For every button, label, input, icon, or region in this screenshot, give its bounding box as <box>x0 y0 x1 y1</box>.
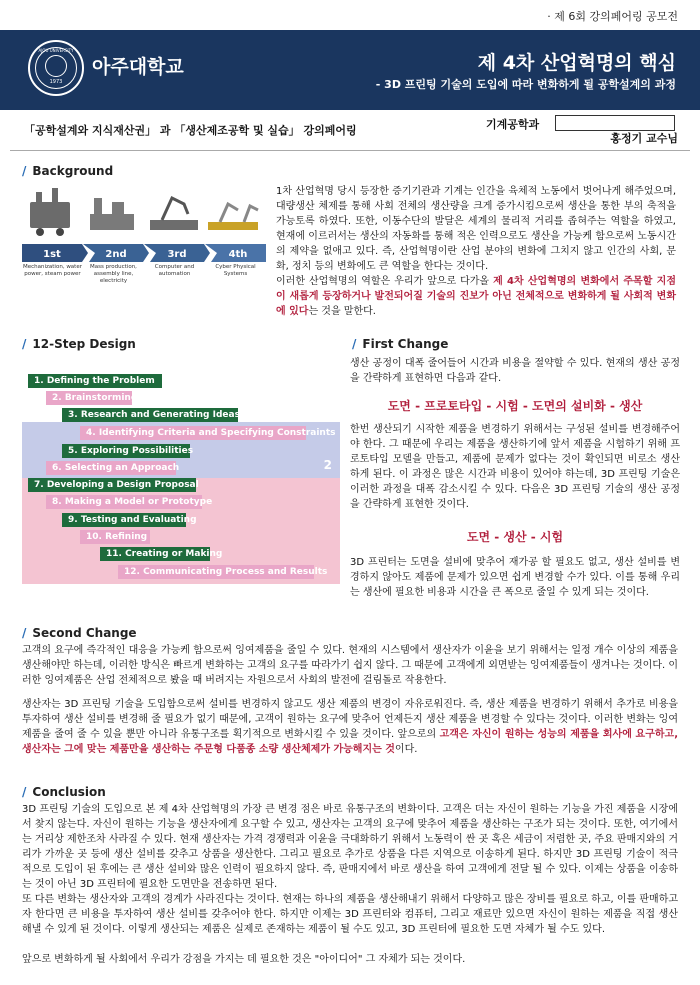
first-change-paragraph-1: 한번 생산되기 시작한 제품을 변경하기 위해서는 구성된 설비를 변경해주어야 한다. 그 때문에 우리는 제품을 생산하기에 앞서 제품을 시험하기 위해 프로토타입 모델을 만들고, 제품에 문제가 없다는 것이 확인되면 비로소 생산하게 된다. 이 과정은 많은 시간과 비용이 있어야 하는데, 3D 프린팅 기술은 이러한 과정을 대폭 감소시킬 수 있다. 다음은 3D 프린팅 기술의 생산 공정을 간략하게 표현한 것이다. <box>350 424 680 510</box>
stage-4-label: 4th <box>228 249 248 260</box>
stage-1-desc: Mechanization, water power, steam power <box>23 264 82 277</box>
university-seal-icon <box>28 40 84 96</box>
section-title-first-change: / First Change <box>352 337 449 351</box>
stage-4-desc: Cyber Physical Systems <box>215 264 256 277</box>
stage-2-desc: Mass production, assembly line, electricity <box>90 264 137 284</box>
step-9: 9. Testing and Evaluating <box>62 513 186 527</box>
contest-label: · 제 6회 강의페어링 공모전 <box>547 10 678 23</box>
slash-icon: / <box>22 626 27 640</box>
step-7: 7. Developing a Design Proposal <box>28 478 196 492</box>
second-change-text-a: 생산자는 3D 프린팅 기술을 도입함으로써 설비를 변경하지 않고도 생산 제품의 변경이 자유로워진다. 즉, 생산 제품을 변경하기 위해서 추가로 비용을 투자하여 생산 설비를 변경해 줄 필요가 없기 때문에, 고객이 원하는 요구에 맞추어 언제든지 생산 제품을 변경할 수 있다는 것이다. 이러한 변화는 잉여제품을 줄여 줄 수 있을 뿐만 아니라 유통구조를 획기적으로 변화시킬 수 있을 것이다. 앞으로의 <box>22 699 678 740</box>
university-name: 아주대학교 <box>92 56 184 78</box>
redacted-name-box <box>555 115 675 131</box>
seal-year: 1973 <box>49 79 63 85</box>
second-change-text-c: 이다. <box>394 744 418 755</box>
industrial-revolution-illustration <box>22 184 266 302</box>
section-title-background: / Background <box>22 164 114 178</box>
phase-band-1-label: 2 <box>323 458 332 472</box>
slash-icon: / <box>352 337 357 351</box>
background-text-a: 1차 산업혁명 당시 등장한 증기기관과 기계는 인간을 육체적 노동에서 벗어나게 해주었으며, 대량생산 체제를 통해 사회 전체의 생산량을 크게 증가시킴으로써 생산을 통한 부의 축적을 가능토록 하였다. 또한, 이동수단의 발달은 세계의 물리적 거리를 좁혀주는 역할을 하였고, 현재에 이르러서는 생산의 자동화를 통해 적은 인력으로도 생산을 가능케 함으로써 노동시간의 제약을 없애고 있다. 즉, 산업혁명이란 산업 분야의 변화에 그치지 않고 인간의 사회, 문화, 정치 등의 변화에도 큰 역할을 한다는 것이다. <box>276 186 676 272</box>
background-text-b: 이러한 산업혁명의 역할은 우리가 앞으로 다가올 <box>276 276 494 287</box>
step-3: 3. Research and Generating Ideas <box>62 408 238 422</box>
twelve-step-diagram <box>22 362 340 584</box>
step-12: 12. Communicating Process and Results <box>118 565 314 579</box>
background-text <box>276 184 676 319</box>
seal-text: AJOU UNIVERSITY <box>38 48 74 53</box>
background-highlight: 제 4차 산업혁명의 변화에서 주목할 지점이 새롭게 등장하거나 발전되어질 기술의 진보가 아닌 전체적으로 변화하게 될 사회적 변화에 있다 <box>276 276 676 317</box>
section-title-second-change: / Second Change <box>22 626 137 640</box>
first-change-paragraph-2: 3D 프린터는 도면을 설비에 맞추어 재가공 할 필요도 없고, 생산 설비를 변경하지 않아도 제품에 문제가 있으면 쉽게 변경할 수가 있다. 이를 통해 우리는 생산에 필요한 비용과 시간을 큰 폭으로 줄일 수 있게 되는 것이다. <box>350 557 680 598</box>
first-change-intro: 생산 공정이 대폭 줄어들어 시간과 비용을 절약할 수 있다. 현재의 생산 공정을 간략하게 표현하면 다음과 같다. <box>350 358 680 384</box>
step-1: 1. Defining the Problem <box>28 374 162 388</box>
header-banner <box>0 30 700 110</box>
slash-icon: / <box>22 164 27 178</box>
header-divider <box>10 150 690 151</box>
department-label: 기계공학과 <box>486 118 540 131</box>
second-change-paragraph-1: 고객의 요구에 즉각적인 대응을 가능케 함으로써 잉여제품을 줄일 수 있다. 현재의 시스템에서 생산자가 이윤을 보기 위해서는 일정 개수 이상의 제품을 생산해야만 하는데, 이러한 방식은 빠르게 변화하는 고객의 요구를 따라가기 쉽지 않다. 그 때문에 고객에게 외면받는 잉여제품들이 생겨나는 것이다. 이러한 잉여제품은 산업 전체적으로 봤을 때 버려지는 자원으로서 사회의 발전에 걸림돌로 작용한다. <box>22 645 679 686</box>
professor-label: 홍정기 교수님 <box>610 132 678 145</box>
step-4: 4. Identifying Criteria and Specifying Constraints <box>80 426 306 440</box>
top-line <box>0 0 700 30</box>
stage-1-label: 1st <box>43 249 61 260</box>
stage-2-label: 2nd <box>105 249 127 260</box>
stage-3-label: 3rd <box>167 249 187 260</box>
conclusion-paragraph-1: 3D 프린팅 기술의 도입으로 본 제 4차 산업혁명의 가장 큰 변경 점은 바로 유통구조의 변화이다. 고객은 더는 자신이 원하는 기능을 가진 제품을 시장에서 찾지 않는다. 자신이 원하는 기능을 생산자에게 요구할 수 있고, 생산자는 고객의 요구에 맞추어 제품을 생산하는 구조가 되는 것이다. 또한, 여기에서는 거리상 제한조차 사라질 수 있다. 현재 생산자는 가격 경쟁력과 이윤을 극대화하기 위해서 노동력이 싼 곳 혹은 세금이 저렴한 곳, 주요 판매지와의 거리가 가까운 곳 등에 생산 설비를 갖추고 상품을 생산한다. 그리고 필요로 추가로 상품을 다른 지역으로 이송하게 된다. 하지만 3D 프린팅 기술이 적극적으로 도입이 된 후에는 큰 생산 설비와 많은 인력이 필요하지 않다. 즉, 판매지에서 바로 생산을 하여 고객에게 전달 될 수 있다. 이제는 상품을 이송하는 것이 아닌 3D 프린터에 필요한 도면만을 전송하면 된다. <box>22 804 678 890</box>
stage-3-desc: Computer and automation <box>154 264 195 277</box>
step-6: 6. Selecting an Approach <box>46 461 176 475</box>
process-flow-current: 도면 - 프로토타입 - 시험 - 도면의 설비화 - 생산 <box>387 399 643 413</box>
second-change-paragraph-2 <box>22 697 678 757</box>
step-10: 10. Refining <box>80 530 150 544</box>
section-title-12-step: / 12-Step Design <box>22 337 136 351</box>
background-text-c: 는 것을 말한다. <box>308 306 376 317</box>
step-2: 2. Brainstorming <box>46 391 132 405</box>
page-subtitle: - 3D 프린팅 기술의 도입에 따라 변화하게 될 공학설계의 과정 <box>375 78 676 91</box>
slash-icon: / <box>22 337 27 351</box>
step-8: 8. Making a Model or Prototype <box>46 495 202 509</box>
conclusion-paragraph-3: 앞으로 변화하게 될 사회에서 우리가 강점을 가지는 데 필요한 것은 "아이디어" 그 자체가 되는 것이다. <box>22 954 466 965</box>
section-title-conclusion: / Conclusion <box>22 785 106 799</box>
conclusion-paragraph-2: 또 다른 변화는 생산자와 고객의 경계가 사라진다는 것이다. 현재는 하나의 제품을 생산해내기 위해서 다양하고 많은 장비를 필요로 하고, 이를 판매하고자 한다면 큰 비용을 투자하여 생산 설비를 갖추어야 한다. 하지만 이제는 3D 프린터와 컴퓨터, 그리고 재료만 있으면 자신이 원하는 제품을 직접 생산해낼 수 있게 된 것이다. 이렇게 생산되는 제품은 실제로 존재하는 제품이 될 수도 있고, 3D 프린터에 필요한 도면 자체가 될 수도 있다. <box>22 894 679 935</box>
page-title: 제 4차 산업혁명의 핵심 <box>477 52 676 74</box>
step-5: 5. Exploring Possibilities <box>62 444 190 458</box>
slash-icon: / <box>22 785 27 799</box>
process-flow-3d: 도면 - 생산 - 시험 <box>466 530 564 544</box>
second-change-highlight: 고객은 자신이 원하는 성능의 제품을 회사에 요구하고, 생산자는 그에 맞는 제품만을 생산하는 주문형 다품종 소량 생산체제가 가능해지는 것 <box>22 729 678 755</box>
step-11: 11. Creating or Making <box>100 547 210 561</box>
course-line: 「공학설계와 지식재산권」 과 「생산제조공학 및 실습」 강의페어링 <box>24 124 357 137</box>
